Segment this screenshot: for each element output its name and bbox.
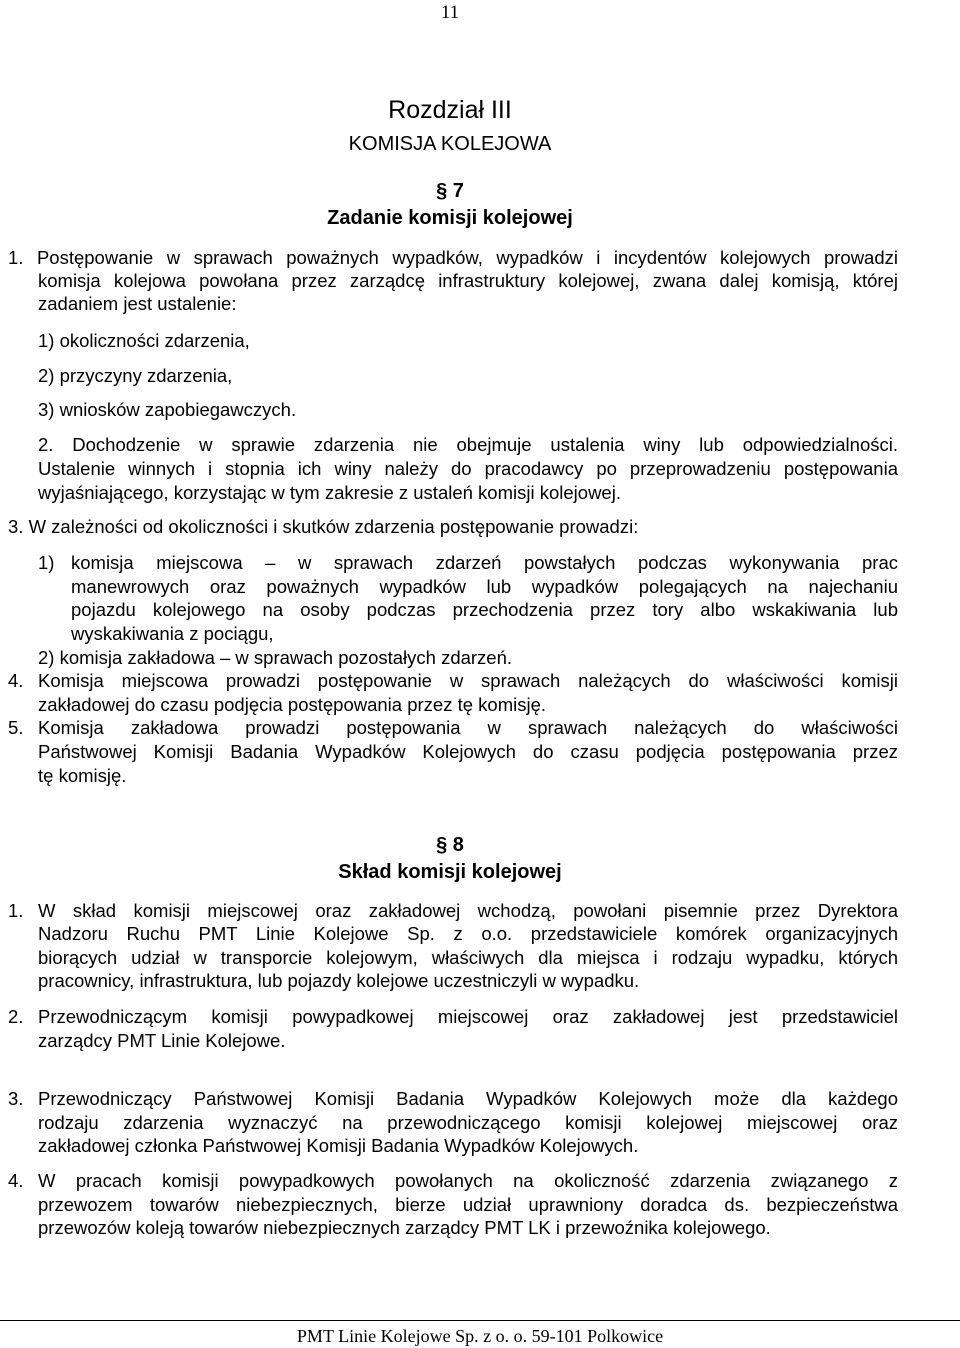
s8-p3-line2: rodzaju zdarzenia wyznaczyć na przewodniczącego komisji kolejowej miejscowej oraz xyxy=(38,1112,898,1133)
s8-p2-line1: Przewodniczącym komisji powypadkowej miejscowej oraz zakładowej jest przedstawiciel xyxy=(38,1006,898,1027)
s8-p2-number: 2. xyxy=(8,1006,24,1027)
chapter-subtitle: KOMISJA KOLEJOWA xyxy=(348,133,552,155)
s7-p3-item1-line3: pojazdu kolejowego na osoby podczas przechodzenia przez tory albo wskakiwania lub xyxy=(71,599,898,620)
s7-p3-item1-line2: manewrowych oraz poważnych wypadków lub wypadków polegających na najechaniu xyxy=(71,576,898,597)
s7-p5-line3: tę komisję. xyxy=(38,765,127,786)
section-8-sign: § 8 xyxy=(436,834,464,856)
s8-p2-line2: zarządcy PMT Linie Kolejowe. xyxy=(38,1030,286,1051)
footer-text: PMT Linie Kolejowe Sp. z o. o. 59-101 Polkowice xyxy=(296,1326,664,1346)
s7-p4-number: 4. xyxy=(8,670,24,691)
s7-p3-item1-number: 1) xyxy=(38,552,55,573)
s8-p4-line3: przewozów koleją towarów niebezpiecznych zarządcy PMT LK i przewoźnika kolejowego. xyxy=(38,1217,771,1238)
s7-p1-item3: 3) wniosków zapobiegawczych. xyxy=(38,399,297,420)
s7-p1-line1: 1. Postępowanie w sprawach poważnych wypadków, wypadków i incydentów kolejowych prowadzi xyxy=(8,247,898,268)
s7-p5-line1: Komisja zakładowa prowadzi postępowania w sprawach należących do właściwości xyxy=(38,717,898,738)
section-8-title: Skład komisji kolejowej xyxy=(338,861,562,883)
s7-p1-line2: komisja kolejowa powołana przez zarządcę infrastruktury kolejowej, zwana dalej komisją, której xyxy=(38,270,898,291)
s8-p4-line2: przewozem towarów niebezpiecznych, bierze udział uprawniony doradca ds. bezpieczeństwa xyxy=(38,1194,898,1215)
s8-p3-line3: zakładowej członka Państwowej Komisji Badania Wypadków Kolejowych. xyxy=(38,1135,639,1156)
section-7-sign: § 7 xyxy=(436,180,464,202)
section-7-title: Zadanie komisji kolejowej xyxy=(327,207,573,229)
s8-p1-line1: W skład komisji miejscowej oraz zakładowej wchodzą, powołani pisemnie przez Dyrektora xyxy=(38,900,898,921)
s8-p3-number: 3. xyxy=(8,1088,24,1109)
s8-p4-line1: W pracach komisji powypadkowych powołanych na okoliczność zdarzenia związanego z xyxy=(38,1170,898,1191)
footer-divider xyxy=(0,1320,960,1321)
s7-p4-line1: Komisja miejscowa prowadzi postępowanie w sprawach należących do właściwości komisji xyxy=(38,670,898,691)
s7-p1-item1: 1) okoliczności zdarzenia, xyxy=(38,330,250,351)
s7-p3-intro: 3. W zależności od okoliczności i skutków zdarzenia postępowanie prowadzi: xyxy=(8,516,639,537)
s7-p2-line2: Ustalenie winnych i stopnia ich winy należy do pracodawcy po przeprowadzeniu postępowania xyxy=(38,458,898,479)
s8-p4-number: 4. xyxy=(8,1170,24,1191)
s7-p5-number: 5. xyxy=(8,717,24,738)
s8-p1-line4: pracownicy, infrastruktura, lub pojazdy kolejowe uczestniczyli w wypadku. xyxy=(38,970,640,991)
s7-p5-line2: Państwowej Komisji Badania Wypadków Kolejowych do czasu podjęcia postępowania przez xyxy=(38,741,898,762)
s7-p2-line1: 2. Dochodzenie w sprawie zdarzenia nie obejmuje ustalenia winy lub odpowiedzialności. xyxy=(38,434,898,455)
chapter-title: Rozdział III xyxy=(388,96,512,124)
s7-p1-item2: 2) przyczyny zdarzenia, xyxy=(38,365,233,386)
s8-p3-line1: Przewodniczący Państwowej Komisji Badania Wypadków Kolejowych może dla każdego xyxy=(38,1088,898,1109)
s8-p1-number: 1. xyxy=(8,900,24,921)
s7-p3-item2: 2) komisja zakładowa – w sprawach pozostałych zdarzeń. xyxy=(38,647,513,668)
s7-p3-item1-line1: komisja miejscowa – w sprawach zdarzeń powstałych podczas wykonywania prac xyxy=(71,552,898,573)
s8-p1-line2: Nadzoru Ruchu PMT Linie Kolejowe Sp. z o.o. przedstawiciele komórek organizacyjnych xyxy=(38,923,898,944)
page-number: 11 xyxy=(440,2,460,23)
s8-p1-line3: biorących udział w transporcie kolejowym, właściwych dla miejsca i rodzaju wypadku, których xyxy=(38,947,898,968)
s7-p2-line3: wyjaśniającego, korzystając w tym zakresie z ustaleń komisji kolejowej. xyxy=(38,482,621,503)
s7-p1-line3: zadaniem jest ustalenie: xyxy=(38,293,237,314)
s7-p3-item1-line4: wyskakiwania z pociągu, xyxy=(71,623,274,644)
s7-p4-line2: zakładowej do czasu podjęcia postępowania przez tę komisję. xyxy=(38,694,547,715)
